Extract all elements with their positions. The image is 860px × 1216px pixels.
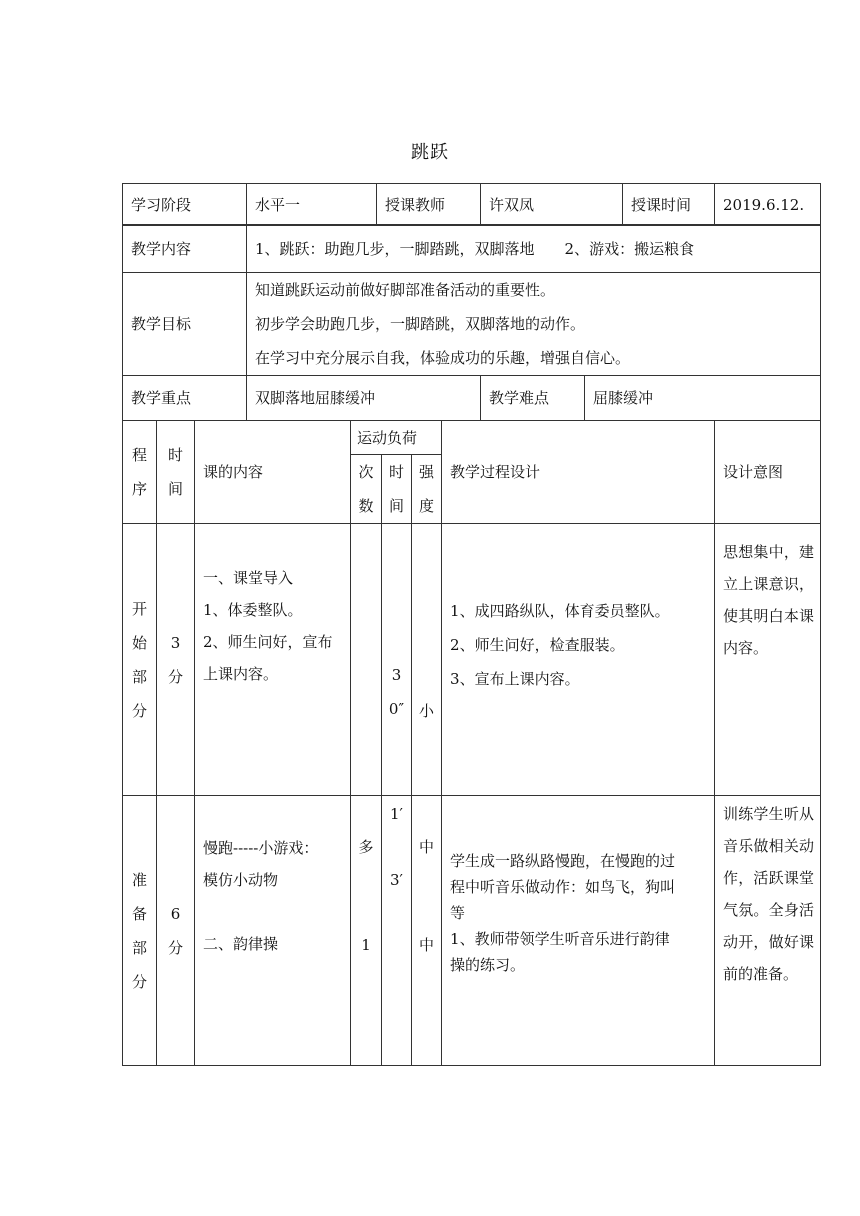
content-label: 教学内容 bbox=[123, 225, 247, 273]
section-process bbox=[442, 524, 715, 796]
goals-value bbox=[247, 273, 821, 376]
content-line bbox=[203, 896, 350, 928]
header-duration: 时间 bbox=[382, 455, 412, 524]
time-value: 2019.6.12. bbox=[715, 184, 821, 226]
content-table bbox=[122, 224, 821, 376]
content-line: 一、课堂导入 bbox=[203, 569, 294, 587]
time-label: 授课时间 bbox=[623, 184, 715, 226]
process-line: 3、宣布上课内容。 bbox=[450, 670, 580, 688]
content-line: 上课内容。 bbox=[203, 665, 279, 683]
goal-line: 知道跳跃运动前做好脚部准备活动的重要性。 bbox=[255, 281, 556, 299]
stage-label: 学习阶段 bbox=[123, 184, 247, 226]
header-time: 时间 bbox=[157, 421, 195, 524]
info-table bbox=[122, 183, 821, 226]
teacher-label: 授课教师 bbox=[377, 184, 481, 226]
process-line: 1、成四路纵队，体育委员整队。 bbox=[450, 602, 670, 620]
section-intent: 训练学生听从音乐做相关动作，活跃课堂气氛。全身活动开，做好课前的准备。 bbox=[715, 796, 821, 1066]
section-intensity: 中 中 bbox=[412, 796, 442, 1066]
section-duration: 1′ 3′ bbox=[382, 796, 412, 1066]
section-time: 6分 bbox=[157, 796, 195, 1066]
teacher-value: 许双凤 bbox=[481, 184, 623, 226]
process-line: 等 bbox=[450, 904, 466, 922]
header-intent: 设计意图 bbox=[715, 421, 821, 524]
content-line: 二、韵律操 bbox=[203, 935, 279, 953]
stage-value: 水平一 bbox=[247, 184, 377, 226]
section-duration: 30″ bbox=[382, 524, 412, 796]
header-lesson-content: 课的内容 bbox=[195, 421, 351, 524]
section-count bbox=[351, 524, 382, 796]
header-count: 次数 bbox=[351, 455, 382, 524]
section-time: 3分 bbox=[157, 524, 195, 796]
header-intensity: 强度 bbox=[412, 455, 442, 524]
section-count: 多 1 bbox=[351, 796, 382, 1066]
process-line: 程中听音乐做动作：如鸟飞，狗叫 bbox=[450, 878, 676, 896]
goal-line: 在学习中充分展示自我，体验成功的乐趣，增强自信心。 bbox=[255, 349, 631, 367]
content-line: 慢跑-----小游戏： bbox=[203, 839, 319, 857]
process-line: 1、教师带领学生听音乐进行韵律 bbox=[450, 930, 670, 948]
difficulty-label: 教学难点 bbox=[481, 376, 585, 421]
goals-label: 教学目标 bbox=[123, 273, 247, 376]
process-line: 操的练习。 bbox=[450, 956, 526, 974]
key-point-label: 教学重点 bbox=[123, 376, 247, 421]
focus-table bbox=[122, 375, 821, 421]
section-intensity: 小 bbox=[412, 524, 442, 796]
lesson-table bbox=[122, 420, 821, 1066]
section-name: 开始部分 bbox=[123, 524, 157, 796]
section-name: 准备部分 bbox=[123, 796, 157, 1066]
content-line: 模仿小动物 bbox=[203, 871, 279, 889]
header-process: 教学过程设计 bbox=[442, 421, 715, 524]
content-value: 1、跳跃：助跑几步，一脚踏跳，双脚落地 2、游戏：搬运粮食 bbox=[247, 225, 821, 273]
header-load: 运动负荷 bbox=[351, 421, 442, 455]
process-line: 学生成一路纵路慢跑，在慢跑的过 bbox=[450, 852, 676, 870]
section-intent: 思想集中，建立上课意识，使其明白本课内容。 bbox=[715, 524, 821, 796]
section-content bbox=[195, 796, 351, 1066]
document-title: 跳跃 bbox=[411, 142, 449, 163]
key-point-value: 双脚落地屈膝缓冲 bbox=[247, 376, 481, 421]
section-content bbox=[195, 524, 351, 796]
section-process bbox=[442, 796, 715, 1066]
header-order: 程序 bbox=[123, 421, 157, 524]
content-line: 2、师生问好，宣布 bbox=[203, 633, 333, 651]
process-line: 2、师生问好，检查服装。 bbox=[450, 636, 625, 654]
content-line: 1、体委整队。 bbox=[203, 601, 303, 619]
difficulty-value: 屈膝缓冲 bbox=[585, 376, 821, 421]
goal-line: 初步学会助跑几步，一脚踏跳，双脚落地的动作。 bbox=[255, 315, 586, 333]
